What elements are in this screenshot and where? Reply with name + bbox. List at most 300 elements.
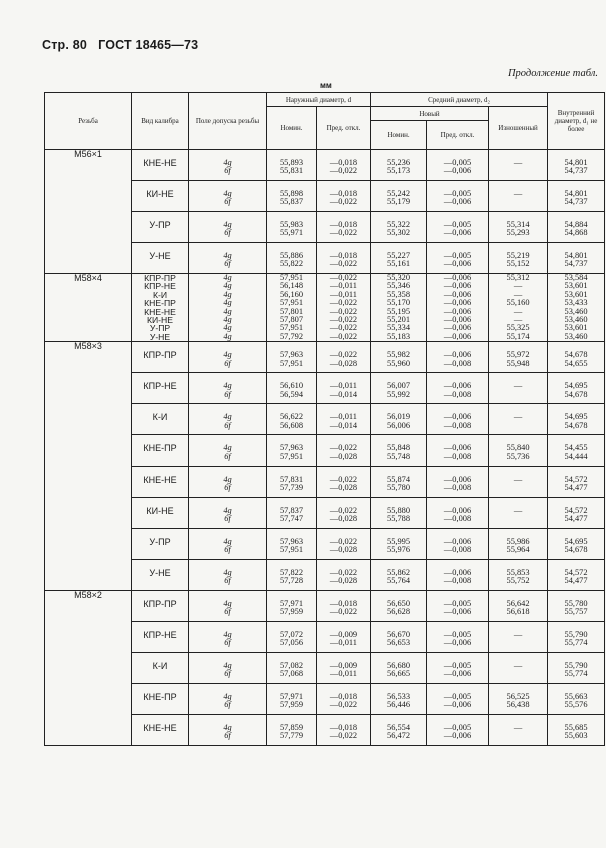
cell-value: 56,670 [387, 629, 411, 639]
cell-value: 55,780 [564, 598, 588, 608]
pitch-dev-cell [427, 714, 489, 745]
gauge-type: КПР-НЕ [132, 373, 189, 404]
cell-value: — [513, 474, 523, 484]
cell-value: 54,801 [564, 158, 588, 167]
cell-value: КПР-ПР [144, 273, 176, 283]
tolerance-cell [189, 181, 267, 212]
cell-value: 55,219 [506, 251, 530, 260]
cell-value: —0,008 [443, 482, 472, 492]
cell-value [489, 732, 547, 740]
cell-value: 55,886 [279, 251, 304, 260]
col-pitch-diameter: Средний диаметр, d₂ [371, 93, 548, 107]
gauge-type: КНЕ-НЕ [132, 150, 189, 181]
cell-value: — [513, 722, 523, 732]
cell-value: —0,022 [329, 166, 358, 176]
cell-value: 56,007 [387, 381, 411, 391]
cell-value: 55,862 [387, 567, 411, 577]
cell-value: 56,446 [387, 700, 411, 710]
cell-value: 55,312 [506, 273, 530, 282]
tolerance-cell [189, 652, 267, 683]
cell-value: —0,006 [443, 314, 472, 324]
cell-value: 53,601 [564, 323, 588, 333]
cell-value: 56,554 [387, 722, 411, 732]
thread-label: М58×4 [45, 274, 132, 342]
cell-value: 55,972 [506, 350, 530, 360]
cell-value: —0,006 [443, 259, 472, 269]
cell-value: — [513, 289, 523, 299]
pitch-worn-cell [489, 621, 548, 652]
cell-value: 6f [224, 358, 231, 368]
pitch-dev-cell [427, 683, 489, 714]
cell-value: 4g [223, 536, 232, 546]
inner-cell [548, 559, 605, 590]
pitch-dev-cell [427, 435, 489, 466]
thread-label: М58×2 [45, 590, 132, 745]
cell-value: 55,663 [564, 691, 588, 701]
cell-value: — [513, 314, 523, 324]
cell-value: 6f [224, 166, 231, 176]
cell-value: —0,022 [329, 323, 358, 333]
pitch-nom-cell [371, 590, 427, 621]
tolerance-cell [189, 590, 267, 621]
cell-value: 6f [224, 669, 231, 679]
gauge-type: КНЕ-ПР [132, 435, 189, 466]
cell-value: —0,022 [329, 273, 358, 282]
cell-value: 54,444 [564, 451, 588, 461]
gauge-type: КНЕ-ПР [132, 683, 189, 714]
cell-value: 4g [223, 306, 232, 316]
tolerance-cell [189, 373, 267, 404]
outer-nom-cell [267, 404, 317, 435]
cell-value: — [513, 381, 523, 391]
inner-cell [548, 212, 605, 243]
cell-value: 55,971 [279, 228, 304, 238]
cell-value: —0,006 [443, 331, 472, 341]
cell-value: 4g [223, 314, 232, 324]
pitch-worn-cell [489, 373, 548, 404]
cell-value: —0,014 [329, 389, 358, 399]
col-pitch-dev: Пред. откл. [427, 121, 489, 150]
cell-value: 55,334 [387, 323, 411, 333]
outer-nom-cell [267, 435, 317, 466]
cell-value: 55,840 [506, 443, 530, 453]
outer-nom-cell [267, 497, 317, 528]
pitch-dev-cell [427, 212, 489, 243]
cell-value: 6f [224, 482, 231, 492]
cell-value: 53,460 [564, 314, 588, 324]
cell-value: 57,739 [279, 482, 304, 492]
outer-dev-cell [317, 621, 371, 652]
cell-value: —0,005 [443, 598, 472, 608]
gauge-type: КИ-НЕ [132, 181, 189, 212]
cell-value [489, 670, 547, 678]
cell-value: 55,173 [387, 166, 411, 176]
thread-label: М56×1 [45, 150, 132, 274]
cell-value: 54,737 [564, 166, 588, 176]
cell-value: —0,022 [329, 331, 358, 341]
cell-value: 56,618 [506, 607, 530, 617]
cell-value: 55,822 [279, 259, 304, 269]
cell-value: 55,576 [564, 700, 588, 710]
pitch-nom-cell [371, 274, 427, 342]
pitch-worn-cell [489, 435, 548, 466]
cell-value: —0,006 [443, 505, 472, 515]
cell-value: 56,680 [387, 660, 411, 670]
cell-value: 55,358 [387, 289, 411, 299]
pitch-nom-cell [371, 212, 427, 243]
cell-value: 55,853 [506, 567, 530, 577]
cell-value: —0,005 [443, 722, 472, 732]
cell-value: —0,011 [330, 412, 357, 422]
cell-value: —0,006 [443, 638, 472, 648]
pitch-dev-cell [427, 181, 489, 212]
cell-value: 4g [223, 289, 232, 299]
cell-value: 57,728 [279, 576, 304, 586]
cell-value: —0,005 [443, 660, 472, 670]
inner-cell [548, 435, 605, 466]
inner-cell [548, 466, 605, 497]
cell-value: 56,642 [506, 598, 530, 608]
outer-dev-cell [317, 435, 371, 466]
cell-value: 54,678 [564, 350, 588, 360]
gauge-type: У-НЕ [132, 243, 189, 274]
cell-value: 55,302 [387, 228, 411, 238]
outer-nom-cell [267, 274, 317, 342]
cell-value: 55,170 [387, 298, 411, 308]
inner-cell [548, 714, 605, 745]
cell-value: 55,982 [387, 350, 411, 360]
cell-value: 4g [223, 273, 232, 282]
cell-value: 56,525 [506, 691, 530, 701]
outer-nom-cell [267, 243, 317, 274]
cell-value: — [513, 629, 523, 639]
page-header [42, 38, 198, 52]
gauge-type: У-ПР [132, 212, 189, 243]
cell-value: —0,006 [443, 700, 472, 710]
outer-dev-cell [317, 466, 371, 497]
cell-value: 4g [223, 691, 232, 701]
cell-value: 55,780 [387, 482, 411, 492]
cell-value: —0,022 [329, 259, 358, 269]
cell-value [489, 639, 547, 647]
inner-cell [548, 621, 605, 652]
pitch-nom-cell [371, 243, 427, 274]
outer-nom-cell [267, 342, 317, 373]
pitch-dev-cell [427, 404, 489, 435]
col-gauge: Вид калибра [132, 93, 189, 150]
outer-dev-cell [317, 528, 371, 559]
cell-value: —0,008 [443, 420, 472, 430]
cell-value: 57,779 [279, 731, 304, 741]
cell-value: 57,068 [279, 669, 304, 679]
outer-nom-cell [267, 466, 317, 497]
cell-value: —0,018 [329, 189, 358, 198]
pitch-dev-cell [427, 274, 489, 342]
pitch-worn-cell [489, 590, 548, 621]
gauge-type: У-ПР [132, 528, 189, 559]
cell-value: —0,008 [443, 513, 472, 523]
pitch-nom-cell [371, 373, 427, 404]
cell-value: 55,764 [387, 576, 411, 586]
inner-cell [548, 497, 605, 528]
cell-value: 6f [224, 259, 231, 269]
cell-value: 57,792 [279, 331, 304, 341]
cell-value: —0,018 [329, 158, 358, 167]
cell-value: 57,951 [279, 545, 304, 555]
cell-value: 56,650 [387, 598, 411, 608]
gauge-type: У-НЕ [132, 559, 189, 590]
cell-value: —0,005 [443, 220, 472, 229]
cell-value: 55,837 [279, 197, 304, 207]
cell-value: —0,028 [329, 451, 358, 461]
cell-value: —0,022 [329, 298, 358, 308]
outer-dev-cell [317, 243, 371, 274]
pitch-nom-cell [371, 466, 427, 497]
pitch-nom-cell [371, 683, 427, 714]
outer-nom-cell [267, 683, 317, 714]
cell-value: 55,790 [564, 660, 588, 670]
cell-value: 56,160 [279, 289, 304, 299]
cell-value: 55,242 [387, 189, 411, 198]
cell-value: 56,653 [387, 638, 411, 648]
pitch-worn-cell [489, 559, 548, 590]
cell-value: —0,009 [329, 660, 358, 670]
cell-value: 4g [223, 443, 232, 453]
cell-value: 4g [223, 598, 232, 608]
pitch-worn-cell [489, 212, 548, 243]
col-outer-dev: Пред. откл. [317, 107, 371, 150]
cell-value: —0,008 [443, 389, 472, 399]
outer-dev-cell [317, 590, 371, 621]
col-inner-diameter: Внутренний диаметр, d₁ не более [548, 93, 605, 150]
cell-value: 53,584 [564, 273, 588, 282]
tolerance-cell [189, 274, 267, 342]
cell-value: 54,655 [564, 358, 588, 368]
cell-value: 4g [223, 251, 232, 260]
cell-value: 57,747 [279, 513, 304, 523]
gauge-type: КПР-ПР [132, 342, 189, 373]
cell-value: —0,006 [443, 443, 472, 453]
pitch-worn-cell [489, 466, 548, 497]
cell-value: 55,174 [506, 331, 530, 341]
cell-value: 54,477 [564, 576, 588, 586]
pitch-nom-cell [371, 714, 427, 745]
inner-cell [548, 274, 605, 342]
col-pitch-nom: Номин. [371, 121, 427, 150]
cell-value: У-НЕ [149, 331, 171, 342]
cell-value: 55,983 [279, 220, 304, 229]
cell-value: 4g [223, 505, 232, 515]
cell-value: 55,960 [387, 358, 411, 368]
cell-value: 4g [223, 220, 232, 229]
cell-value: КПР-НЕ [144, 281, 176, 292]
cell-value: 54,678 [564, 389, 588, 399]
cell-value: 6f [224, 545, 231, 555]
cell-value: 54,737 [564, 197, 588, 207]
inner-cell [548, 590, 605, 621]
cell-value: 57,807 [279, 314, 304, 324]
cell-value: 55,736 [506, 451, 530, 461]
cell-value: —0,006 [443, 412, 472, 422]
cell-value: 54,477 [564, 513, 588, 523]
cell-value: —0,022 [329, 536, 358, 546]
tolerance-cell [189, 683, 267, 714]
cell-value: 57,951 [279, 298, 304, 308]
cell-value: 55,874 [387, 474, 411, 484]
pitch-dev-cell [427, 621, 489, 652]
cell-value: —0,006 [443, 273, 472, 282]
cell-value: 55,788 [387, 513, 411, 523]
cell-value: 56,594 [279, 389, 304, 399]
cell-value: —0,022 [329, 443, 358, 453]
cell-value: 55,346 [387, 281, 411, 291]
gauge-type: КПР-НЕ [132, 621, 189, 652]
cell-value: 53,460 [564, 306, 588, 316]
gauge-type: К-И [132, 652, 189, 683]
cell-value: —0,006 [443, 228, 472, 238]
pitch-worn-cell [489, 150, 548, 181]
cell-value: 6f [224, 197, 231, 207]
cell-value: — [513, 505, 523, 515]
cell-value: 56,622 [279, 412, 304, 422]
cell-value: —0,018 [329, 251, 358, 260]
cell-value: 4g [223, 474, 232, 484]
cell-value: 56,665 [387, 669, 411, 679]
units-label: мм [320, 81, 332, 90]
cell-value: 6f [224, 700, 231, 710]
cell-value: 56,148 [279, 281, 304, 291]
cell-value: —0,006 [443, 567, 472, 577]
cell-value: —0,008 [443, 576, 472, 586]
cell-value: 55,183 [387, 331, 411, 341]
inner-cell [548, 373, 605, 404]
gauge-dimensions-table [44, 92, 605, 746]
cell-value: —0,011 [330, 638, 357, 648]
cell-value: — [513, 158, 523, 167]
outer-nom-cell [267, 528, 317, 559]
pitch-dev-cell [427, 559, 489, 590]
cell-value: 57,959 [279, 607, 304, 617]
pitch-nom-cell [371, 621, 427, 652]
cell-value: 55,179 [387, 197, 411, 207]
cell-value: 54,868 [564, 228, 588, 238]
inner-cell [548, 342, 605, 373]
outer-dev-cell [317, 373, 371, 404]
cell-value: 6f [224, 451, 231, 461]
cell-value [489, 422, 547, 430]
cell-value: —0,005 [443, 691, 472, 701]
cell-value: 54,884 [564, 220, 588, 229]
cell-value: —0,008 [443, 358, 472, 368]
thread-group [45, 150, 605, 274]
cell-value: —0,005 [443, 629, 472, 639]
tolerance-cell [189, 528, 267, 559]
cell-value: 6f [224, 731, 231, 741]
cell-value: 55,986 [506, 536, 530, 546]
continuation-note: Продолжение табл. [507, 68, 598, 79]
cell-value: 54,455 [564, 443, 588, 453]
cell-value: 55,893 [279, 158, 304, 167]
cell-value: 56,533 [387, 691, 411, 701]
cell-value: КНЕ-НЕ [144, 306, 176, 317]
outer-dev-cell [317, 181, 371, 212]
cell-value: 4g [223, 281, 232, 291]
cell-value: 4g [223, 298, 232, 308]
cell-value: 55,685 [564, 722, 588, 732]
pitch-nom-cell [371, 528, 427, 559]
cell-value: 4g [223, 412, 232, 422]
cell-value: 4g [223, 323, 232, 333]
cell-value: — [513, 412, 523, 422]
cell-value [489, 515, 547, 523]
cell-value: —0,008 [443, 451, 472, 461]
cell-value: 55,898 [279, 189, 304, 198]
cell-value: 55,227 [387, 251, 411, 260]
thread-group [45, 590, 605, 745]
gauge-type: КНЕ-НЕ [132, 466, 189, 497]
pitch-nom-cell [371, 150, 427, 181]
cell-value: 4g [223, 189, 232, 198]
cell-value: —0,028 [329, 482, 358, 492]
cell-value: 57,963 [279, 443, 304, 453]
cell-value: 57,971 [279, 598, 304, 608]
cell-value: —0,006 [443, 350, 472, 360]
tolerance-cell [189, 342, 267, 373]
cell-value: 55,161 [387, 259, 411, 269]
outer-dev-cell [317, 497, 371, 528]
cell-value: —0,006 [443, 669, 472, 679]
tolerance-cell [189, 150, 267, 181]
inner-cell [548, 652, 605, 683]
cell-value: 54,572 [564, 567, 588, 577]
cell-value: —0,009 [329, 629, 358, 639]
cell-value: 53,601 [564, 281, 588, 291]
outer-nom-cell [267, 714, 317, 745]
tolerance-cell [189, 435, 267, 466]
cell-value: 54,572 [564, 505, 588, 515]
cell-value: 55,992 [387, 389, 411, 399]
cell-value: —0,006 [443, 474, 472, 484]
cell-value: —0,006 [443, 731, 472, 741]
inner-cell [548, 181, 605, 212]
tolerance-cell [189, 404, 267, 435]
outer-dev-cell [317, 212, 371, 243]
cell-value: 4g [223, 722, 232, 732]
cell-value: 55,948 [506, 358, 530, 368]
gauge-type: КНЕ-НЕ [132, 714, 189, 745]
cell-value: 56,628 [387, 607, 411, 617]
cell-value: 55,757 [564, 607, 588, 617]
outer-dev-cell [317, 274, 371, 342]
cell-value: 4g [223, 331, 232, 341]
cell-value: 54,695 [564, 536, 588, 546]
cell-value: —0,028 [329, 545, 358, 555]
cell-value: 6f [224, 638, 231, 648]
cell-value [489, 167, 547, 175]
cell-value: — [513, 306, 523, 316]
cell-value: —0,022 [329, 731, 358, 741]
cell-value: 4g [223, 158, 232, 167]
cell-value: 53,601 [564, 289, 588, 299]
cell-value: 57,082 [279, 660, 304, 670]
cell-value: 4g [223, 629, 232, 639]
cell-value: 54,477 [564, 482, 588, 492]
cell-value: —0,022 [329, 567, 358, 577]
outer-nom-cell [267, 212, 317, 243]
cell-value: 55,748 [387, 451, 411, 461]
cell-value: 6f [224, 513, 231, 523]
pitch-worn-cell [489, 528, 548, 559]
